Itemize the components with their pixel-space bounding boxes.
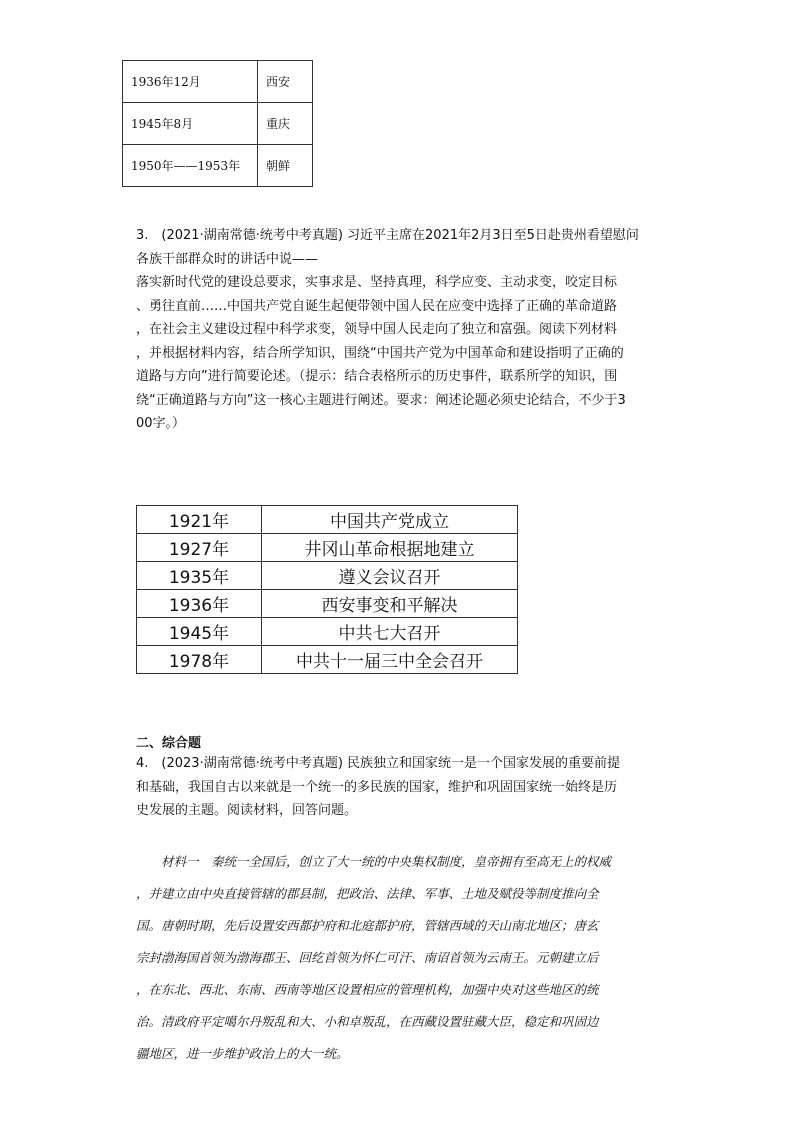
table-cell-year: 1927年 xyxy=(137,534,262,562)
table-row xyxy=(137,534,518,562)
table-cell-time: 1950年——1953年 xyxy=(123,145,258,187)
table-cell-year: 1936年 xyxy=(137,590,262,618)
material-line: 宗封渤海国首领为渤海郡王、回纥首领为怀仁可汗、南诏首领为云南王。元朝建立后 xyxy=(136,950,599,965)
question-3-line: ，并根据材料内容，结合所学知识，围绕“中国共产党为中国革命和建设指明了正确的 xyxy=(136,345,624,361)
table-cell-year: 1921年 xyxy=(137,506,262,534)
table-row xyxy=(137,646,518,674)
question-3-line: 、勇往直前……中国共产党自诞生起便带领中国人民在应变中选择了正确的革命道路 xyxy=(136,298,618,314)
table-row xyxy=(123,145,313,187)
table-row xyxy=(123,103,313,145)
question-4 xyxy=(136,752,664,823)
table-cell-place: 朝鲜 xyxy=(258,145,313,187)
question-3 xyxy=(136,224,664,436)
question-3-line: 道路与方向”进行简要论述。（提示：结合表格所示的历史事件，联系所学的知识，围 xyxy=(136,369,618,384)
table-cell-event: 遵义会议召开 xyxy=(262,562,518,590)
table-cell-year: 1935年 xyxy=(137,562,262,590)
material-line: ，并建立由中央直接管辖的郡县制，把政治、法律、军事、土地及赋役等制度推向全 xyxy=(136,886,599,901)
question-3-line: 各族干部群众时的讲话中说—— xyxy=(136,251,319,267)
events-table xyxy=(136,505,518,674)
table-row xyxy=(123,61,313,103)
table-cell-time: 1945年8月 xyxy=(123,103,258,145)
question-3-line: 3. (2021·湖南常德·统考中考真题) 习近平主席在2021年2月3日至5日赴贵州看望慰问 xyxy=(136,228,639,243)
question-4-line: 和基础，我国自古以来就是一个统一的多民族的国家，维护和巩固国家统一始终是历 xyxy=(136,779,618,795)
question-4-line: 史发展的主题。阅读材料，回答问题。 xyxy=(136,803,358,818)
table-cell-time: 1936年12月 xyxy=(123,61,258,103)
table-cell-event: 西安事变和平解决 xyxy=(262,590,518,618)
table-cell-year: 1978年 xyxy=(137,646,262,674)
section-heading: 二、综合题 xyxy=(136,736,202,751)
material-1 xyxy=(136,846,666,1070)
table-cell-event: 中国共产党成立 xyxy=(262,506,518,534)
table-cell-event: 中共十一届三中全会召开 xyxy=(262,646,518,674)
material-line: 疆地区，进一步维护政治上的大一统。 xyxy=(136,1046,349,1061)
table-row xyxy=(137,618,518,646)
table-cell-place: 重庆 xyxy=(258,103,313,145)
location-table xyxy=(122,60,313,187)
question-4-line: 4. (2023·湖南常德·统考中考真题) 民族独立和国家统一是一个国家发展的重要前提 xyxy=(136,756,621,771)
question-3-line: 绕“正确道路与方向”这一核心主题进行阐述。要求：阐述论题必须史论结合，不少于3 xyxy=(136,392,626,408)
table-cell-place: 西安 xyxy=(258,61,313,103)
table-row xyxy=(137,562,518,590)
material-line: ，在东北、西北、东南、西南等地区设置相应的管理机构，加强中央对这些地区的统 xyxy=(136,982,599,997)
question-3-line: 落实新时代党的建设总要求，实事求是、坚持真理，科学应变、主动求变，咬定目标 xyxy=(136,275,618,290)
table-row xyxy=(137,506,518,534)
question-3-line: 00字。） xyxy=(136,416,186,431)
table-cell-event: 中共七大召开 xyxy=(262,618,518,646)
question-3-line: ，在社会主义建设过程中科学求变，领导中国人民走向了独立和富强。阅读下列材料 xyxy=(136,322,618,337)
table-cell-event: 井冈山革命根据地建立 xyxy=(262,534,518,562)
table-row xyxy=(137,590,518,618)
material-line: 国。唐朝时期，先后设置安西都护府和北庭都护府，管辖西域的天山南北地区；唐玄 xyxy=(136,918,599,933)
material-line: 材料一 秦统一全国后，创立了大一统的中央集权制度，皇帝拥有至高无上的权威 xyxy=(136,854,612,869)
table-cell-year: 1945年 xyxy=(137,618,262,646)
material-line: 治。清政府平定噶尔丹叛乱和大、小和卓叛乱，在西藏设置驻藏大臣，稳定和巩固边 xyxy=(136,1014,599,1029)
